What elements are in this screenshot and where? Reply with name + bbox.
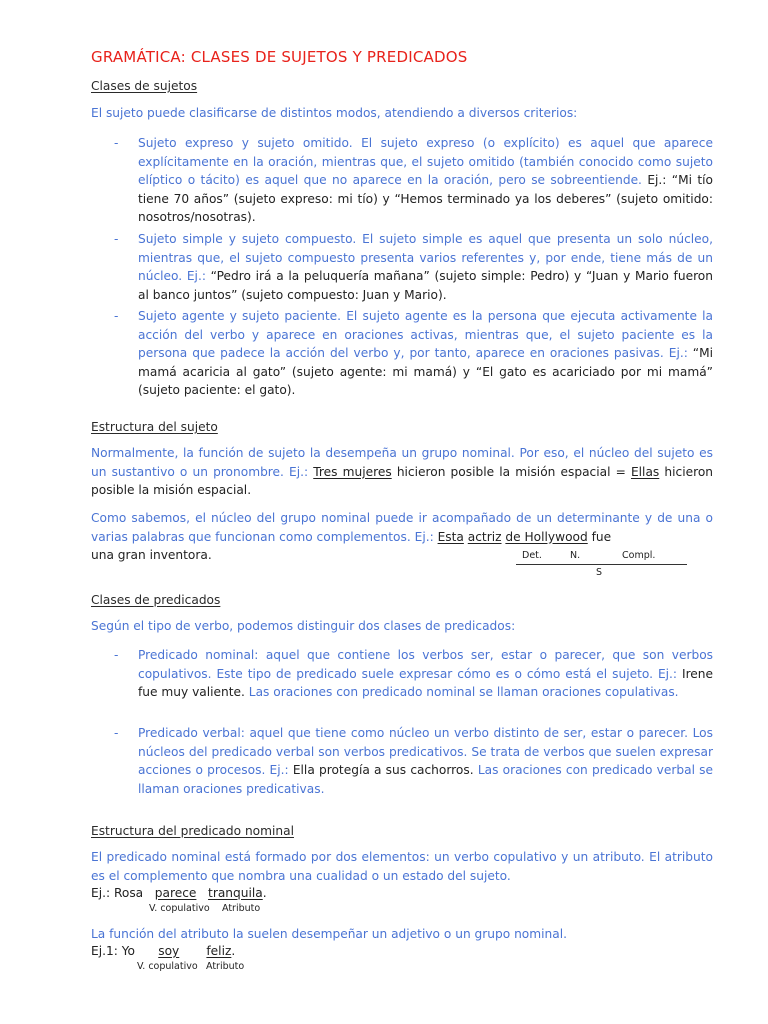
example-text: hicieron posible la misión espacial. bbox=[91, 464, 714, 497]
item-tail: Las oraciones con predicado verbal se llaman oraciones predicativas. bbox=[138, 763, 714, 796]
example-word-esta: Esta bbox=[437, 529, 464, 544]
example-word-fue: fue bbox=[591, 529, 612, 544]
example-end: . bbox=[262, 886, 267, 900]
item-ej-label: Ej.: bbox=[269, 763, 289, 777]
estructura-sujeto-p1 bbox=[91, 444, 713, 500]
p2-ej-label: Ej.: bbox=[414, 529, 434, 544]
item-example: Ej.: “Mi tío tiene 70 años” (sujeto expreso: mi tío) y “Hemos terminado ya los deberes” (sujeto omitido: nosotros/nosotras). bbox=[138, 173, 713, 224]
example-subject-ellas: Ellas bbox=[630, 464, 660, 479]
p1-ej-label: Ej.: bbox=[289, 464, 309, 479]
item-definition: Predicado nominal: aquel que contiene los verbos ser, estar o parecer, que son verbos copulativos. Este tipo de predicado suele expresar cómo es o cómo está el sujeto. bbox=[138, 648, 713, 681]
item-definition: Sujeto agente y sujeto paciente. El sujeto agente es la persona que ejecuta activamente la acción del verbo y aparece en oraciones activas, mientras que, el sujeto paciente es la persona que padece la acción del verbo y, por tanto, aparece en oraciones pasivas. bbox=[138, 309, 713, 360]
heading-estructura-del-sujeto: Estructura del sujeto bbox=[91, 420, 218, 434]
estructura-sujeto-p2 bbox=[91, 509, 713, 565]
heading-clases-de-sujetos: Clases de sujetos bbox=[91, 79, 198, 93]
item-ej-label: Ej.: bbox=[186, 269, 206, 283]
example-attribute: tranquila bbox=[208, 886, 263, 900]
predicado-nominal-p2: La función del atributo la suelen desempeñar un adjetivo o un grupo nominal. bbox=[91, 927, 567, 941]
example-text: hicieron posible la misión espacial = bbox=[396, 464, 626, 479]
heading-estructura-predicado-nominal: Estructura del predicado nominal bbox=[91, 824, 294, 838]
label-n: N. bbox=[570, 550, 581, 561]
example-lead: Ej.: Rosa bbox=[91, 886, 144, 900]
label-atributo: Atributo bbox=[222, 903, 261, 914]
page-title: GRAMÁTICA: CLASES DE SUJETOS Y PREDICADOS bbox=[91, 48, 468, 66]
predicado-nominal-p1: El predicado nominal está formado por dos elementos: un verbo copulativo y un atributo. El atributo es el complemento que nombra una cualidad o un estado del sujeto. bbox=[91, 850, 713, 883]
item-definition: Sujeto simple y sujeto compuesto. El sujeto simple es aquel que presenta un solo núcleo, mientras que, el sujeto compuesto presenta varios referentes y, por ende, tiene más de un núcleo. bbox=[138, 232, 713, 283]
list-dash: - bbox=[114, 648, 119, 662]
example-word-de-hollywood: de Hollywood bbox=[505, 529, 588, 544]
label-det: Det. bbox=[522, 550, 542, 561]
example-verb: soy bbox=[158, 944, 180, 958]
heading-clases-de-predicados: Clases de predicados bbox=[91, 593, 221, 607]
p2-definition: Como sabemos, el núcleo del grupo nominal puede ir acompañado de un determinante y de una o varias palabras que funcionan como complementos. bbox=[91, 511, 713, 544]
item-example: Irene fue muy valiente. bbox=[138, 666, 714, 699]
subject-bracket-line bbox=[516, 564, 687, 565]
item-definition: Predicado verbal: aquel que tiene como núcleo un verbo distinto de ser, estar o parecer. Los núcleos del predicado verbal son verbos predicativos. Se trata de verbos que suelen expresar acciones o procesos. bbox=[138, 726, 713, 777]
list-dash: - bbox=[114, 136, 119, 150]
sujetos-intro: El sujeto puede clasificarse de distintos modos, atendiendo a diversos criterios: bbox=[91, 106, 578, 120]
example-end: . bbox=[231, 944, 236, 958]
label-v-copulativo: V. copulativo bbox=[149, 903, 210, 914]
item-tail: Las oraciones con predicado nominal se llaman oraciones copulativas. bbox=[248, 685, 679, 699]
item-example: “Mi mamá acaricia al gato” (sujeto agente: mi mamá) y “El gato es acariciado por mi mamá” (sujeto paciente: el gato). bbox=[138, 346, 714, 397]
item-ej-label: Ej.: bbox=[668, 346, 688, 360]
list-item-predicado-verbal bbox=[138, 724, 713, 798]
list-item-sujeto-simple bbox=[138, 230, 713, 304]
list-item-predicado-nominal bbox=[138, 646, 713, 702]
example-rosa bbox=[91, 884, 267, 903]
example-yo bbox=[91, 942, 235, 961]
p1-definition: Normalmente, la función de sujeto la desempeña un grupo nominal. Por eso, el núcleo del sujeto es un sustantivo o un pronombre. bbox=[91, 446, 713, 479]
label-atributo: Atributo bbox=[206, 961, 245, 972]
item-example: Ella protegía a sus cachorros. bbox=[292, 763, 474, 777]
example-subject-tres-mujeres: Tres mujeres bbox=[313, 464, 392, 479]
example-continuation: una gran inventora. bbox=[91, 548, 212, 562]
list-item-sujeto-agente bbox=[138, 307, 713, 400]
item-ej-label: Ej.: bbox=[657, 666, 678, 681]
example-attribute: feliz bbox=[206, 944, 232, 958]
label-s: S bbox=[596, 567, 603, 578]
list-dash: - bbox=[114, 232, 119, 246]
example-verb: parece bbox=[154, 886, 197, 900]
list-dash: - bbox=[114, 309, 119, 323]
item-example: “Pedro irá a la peluquería mañana” (sujeto simple: Pedro) y “Juan y Mario fueron al banco juntos” (sujeto compuesto: Juan y Mario). bbox=[138, 269, 713, 302]
example-word-actriz: actriz bbox=[467, 529, 502, 544]
list-item-sujeto-expreso bbox=[138, 134, 713, 227]
item-definition: Sujeto expreso y sujeto omitido. El sujeto expreso (o explícito) es aquel que aparece explícitamente en la oración, mientras que, el sujeto omitido (también conocido como sujeto elíptico o tácito) es aquel que no aparece en la oración, pero se sobreentiende. bbox=[138, 136, 713, 187]
predicados-intro: Según el tipo de verbo, podemos distinguir dos clases de predicados: bbox=[91, 619, 516, 633]
label-compl: Compl. bbox=[622, 550, 656, 561]
list-dash: - bbox=[114, 726, 119, 740]
example-lead: Ej.1: Yo bbox=[91, 944, 135, 958]
label-v-copulativo: V. copulativo bbox=[137, 961, 198, 972]
